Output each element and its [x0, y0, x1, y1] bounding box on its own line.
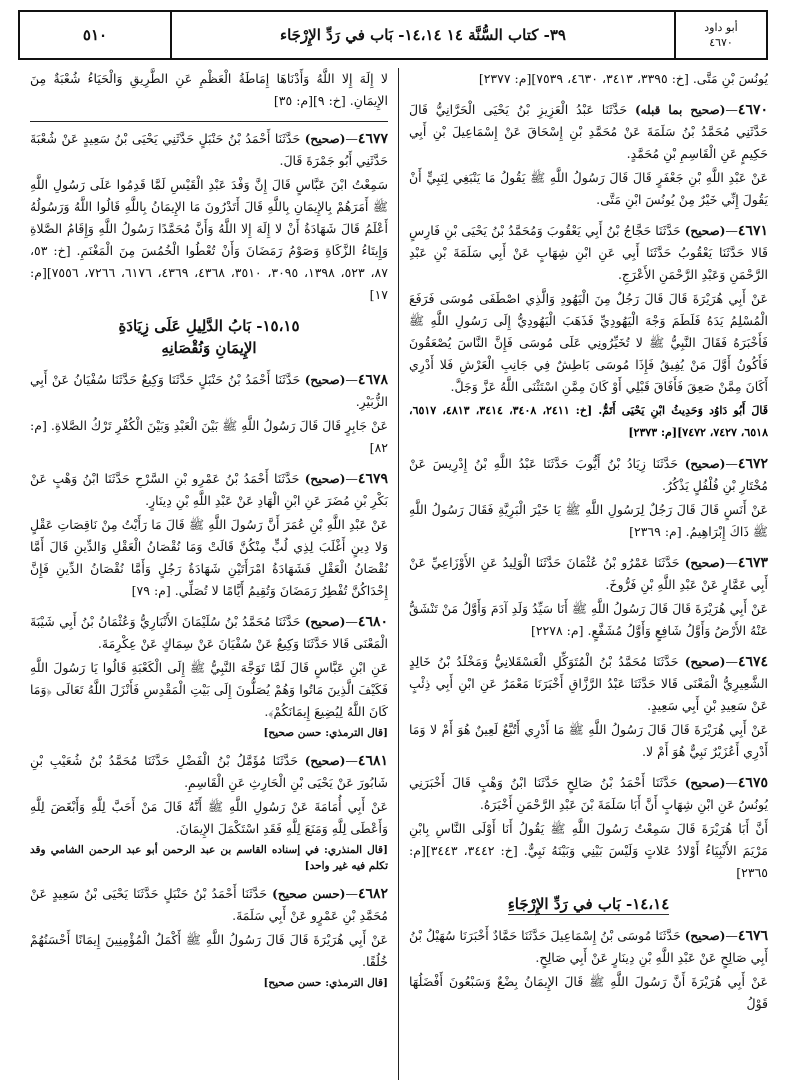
- hadith-isnad: حَدَّثَنَا مُحَمَّدُ بْنُ الْمُتَوَكِّلِ الْعَسْقَلانِيُّ وَمَخْلَدُ بْنُ خَالِدٍ الشَّعِيرِيُّ الْمَعْنَى قَالا حَدَّثَنَا عَبْدُ الرَّزَّاقِ أَخْبَرَنَا مَعْمَرٌ عَنِ ابْنِ أَبِي ذِئْبٍ عَنْ سَعِيدِ بْنِ أَبِي سَعِيدٍ.: [409, 654, 768, 713]
- hadith-isnad: حَدَّثَنَا عَمْرُو بْنُ عُثْمَانَ حَدَّثَنَا الْوَلِيدُ عَنِ الأَوْزَاعِيِّ عَنْ أَبِي عَمَّارٍ عَنْ عَبْدِ اللَّهِ بْنِ فَرُّوخَ.: [409, 555, 768, 592]
- hadith-grade: (صحيح): [684, 224, 726, 238]
- hadith-4670: ٤٦٧٠—(صحيح بما قبله) حَدَّثَنَا عَبْدُ الْعَزِيزِ بْنُ يَحْيَى الْحَرَّانِيُّ قَالَ حَدَّثَنِي مُحَمَّدُ بْنُ سَلَمَةَ عَنْ مُحَمَّدِ بْنِ إِسْحَاقَ عَنْ إِسْمَاعِيلَ بْنِ أَبِي حَكِيمٍ عَنِ الْقَاسِمِ بْنِ مُحَمَّدٍ. عَنْ عَبْدِ اللَّهِ بْنِ جَعْفَرٍ قَالَ قَالَ رَسُولُ اللَّهِ ﷺ يَقُولُ مَا يَنْبَغِي لِنَبِيٍّ أَنْ يَقُولَ إِنِّي خَيْرٌ مِنْ يُونُسَ ابْنِ مَتَّى.: [409, 99, 768, 211]
- hadith-matn: عَنْ عَبْدِ اللَّهِ بْنِ جَعْفَرٍ قَالَ قَالَ رَسُولُ اللَّهِ ﷺ يَقُولُ مَا يَنْبَغِي لِنَبِيٍّ أَنْ يَقُولَ إِنِّي خَيْرٌ مِنْ يُونُسَ ابْنِ مَتَّى.: [409, 170, 768, 207]
- hadith-4671: ٤٦٧١—(صحيح) حَدَّثَنَا حَجَّاجُ بْنُ أَبِي يَعْقُوبَ وَمُحَمَّدُ بْنُ يَحْيَى بْنِ فَارِسٍ قَالا حَدَّثَنَا يَعْقُوبُ حَدَّثَنَا أَبِي عَنِ ابْنِ شِهَابٍ عَنْ أَبِي سَلَمَةَ بْنِ عَبْدِ الرَّحْمَنِ وَعَبْدِ الرَّحْمَنِ الأَعْرَجِ. عَنْ أَبِي هُرَيْرَةَ قَالَ قَالَ رَجُلٌ مِنَ الْيَهُودِ وَالَّذِي اصْطَفَى مُوسَى فَرَفَعَ الْمُسْلِمُ يَدَهُ فَلَطَمَ وَجْهَ الْيَهُودِيِّ فَذَهَبَ الْيَهُودِيُّ إِلَى رَسُولِ اللَّهِ ﷺ فَأَخْبَرَهُ فَقَالَ النَّبِيُّ ﷺ لا تُخَيِّرُونِي عَلَى مُوسَى فَإِنَّ النَّاسَ يُصْعَقُونَ فَأَكُونُ أَوَّلَ مَنْ يُفِيقُ فَإِذَا مُوسَى بَاطِشٌ فِي جَانِبِ الْعَرْشِ فَلا أَدْرِي أَكَانَ مِمَّنْ صَعِقَ فَأَفَاقَ قَبْلِي أَوْ كَانَ مِمَّنِ اسْتَثْنَى اللَّهُ عَزَّ وَجَلَّ. قَالَ أَبُو دَاوُد وَحَدِيثُ ابْنِ يَحْيَى أَتَمُّ. [خ: ٢٤١١، ٣٤٠٨، ٣٤١٤، ٤٨١٣، ٦٥١٧، ٦٥١٨، ٧٤٢٧، ٧٤٧٢][م: ٢٣٧٣]: [409, 220, 768, 444]
- hadith-grade: (صحيح): [684, 655, 726, 669]
- hadith-number: ٤٦٨٠: [357, 614, 388, 630]
- hadith-number: ٤٦٧٣: [737, 555, 768, 571]
- hadith-text: لا إِلَهَ إِلا اللَّهُ وَأَدْنَاهَا إِمَاطَةُ الْعَظْمِ عَنِ الطَّرِيقِ وَالْحَيَاءُ شُعْبَةٌ مِنَ الإِيمَانِ. [خ: ٩][م: ٣٥]: [30, 71, 388, 108]
- hadith-grade: (حسن صحيح): [272, 887, 346, 901]
- hadith-grade: (صحيح): [684, 556, 726, 570]
- hadith-number: ٤٦٧٠: [737, 102, 768, 118]
- left-column: [30, 68, 399, 1080]
- hadith-4676: ٤٦٧٦—(صحيح) حَدَّثَنَا مُوسَى بْنُ إِسْمَاعِيلَ حَدَّثَنَا حَمَّادٌ أَخْبَرَنَا سُهَيْلُ بْنُ أَبِي صَالِحٍ عَنْ عَبْدِ اللَّهِ بْنِ دِينَارٍ عَنْ أَبِي صَالِحٍ. عَنْ أَبِي هُرَيْرَةَ أَنَّ رَسُولَ اللَّهِ ﷺ قَالَ الإِيمَانُ بِضْعٌ وَسَبْعُونَ أَفْضَلُهَا قَوْلُ: [409, 925, 768, 1015]
- hadith-number: ٤٦٧٦: [737, 928, 768, 944]
- hadith-grade: (صحيح): [684, 457, 726, 471]
- hadith-isnad: حَدَّثَنَا زِيَادُ بْنُ أَيُّوبَ حَدَّثَنَا عَبْدُ اللَّهِ بْنُ إِدْرِيسَ عَنْ مُخْتَارِ بْنِ فُلْفُلٍ يَذْكُرُ.: [409, 456, 768, 493]
- header-book-cell: [674, 12, 766, 58]
- hadith-number: ٤٦٨٢: [357, 886, 389, 902]
- tirmidhi-note: [قال الترمذي: حسن صحيح]: [263, 727, 388, 739]
- hadith-4679: ٤٦٧٩—(صحيح) حَدَّثَنَا أَحْمَدُ بْنُ عَمْرِو بْنِ السَّرْحِ حَدَّثَنَا ابْنُ وَهْبٍ عَنْ بَكْرِ بْنِ مُضَرَ عَنِ ابْنِ الْهَادِ عَنْ عَبْدِ اللَّهِ بْنِ دِينَارٍ. عَنْ عَبْدِ اللَّهِ بْنِ عُمَرَ أَنَّ رَسُولَ اللَّهِ ﷺ قَالَ مَا رَأَيْتُ مِنْ نَاقِصَاتِ عَقْلٍ وَلا دِينٍ أَغْلَبَ لِذِي لُبٍّ مِنْكُنَّ قَالَتْ وَمَا نُقْصَانُ الْعَقْلِ وَالدِّينِ قَالَ أَمَّا نُقْصَانُ الْعَقْلِ فَشَهَادَةُ امْرَأَتَيْنِ شَهَادَةُ رَجُلٍ وَأَمَّا نُقْصَانُ الدِّينِ فَإِنَّ إِحْدَاكُنَّ تُفْطِرُ رَمَضَانَ وَتُقِيمُ أَيَّامًا لا تُصَلِّي. [م: ٧٩]: [30, 468, 388, 602]
- hadith-number: ٤٦٧٩: [357, 471, 388, 487]
- hadith-4673: ٤٦٧٣—(صحيح) حَدَّثَنَا عَمْرُو بْنُ عُثْمَانَ حَدَّثَنَا الْوَلِيدُ عَنِ الأَوْزَاعِيِّ عَنْ أَبِي عَمَّارٍ عَنْ عَبْدِ اللَّهِ بْنِ فَرُّوخَ. عَنْ أَبِي هُرَيْرَةَ قَالَ قَالَ رَسُولُ اللَّهِ ﷺ أَنَا سَيِّدُ وَلَدِ آدَمَ وَأَوَّلُ مَنْ تَنْشَقُّ عَنْهُ الأَرْضُ وَأَوَّلُ شَافِعٍ وَأَوَّلُ مُشَفَّعٍ. [م: ٢٢٧٨]: [409, 552, 768, 642]
- hadith-matn: عَنْ جَابِرٍ قَالَ قَالَ رَسُولُ اللَّهِ ﷺ بَيْنَ الْعَبْدِ وَبَيْنَ الْكُفْرِ تَرْكُ الصَّلاةِ. [م: ٨٢]: [30, 418, 388, 455]
- hadith-4674: ٤٦٧٤—(صحيح) حَدَّثَنَا مُحَمَّدُ بْنُ الْمُتَوَكِّلِ الْعَسْقَلانِيُّ وَمَخْلَدُ بْنُ خَالِدٍ الشَّعِيرِيُّ الْمَعْنَى قَالا حَدَّثَنَا عَبْدُ الرَّزَّاقِ أَخْبَرَنَا مَعْمَرٌ عَنِ ابْنِ أَبِي ذِئْبٍ عَنْ سَعِيدِ بْنِ أَبِي سَعِيدٍ. عَنْ أَبِي هُرَيْرَةَ قَالَ قَالَ رَسُولُ اللَّهِ ﷺ مَا أَدْرِي أَتُبَّعٌ لَعِينٌ هُوَ أَمْ لا وَمَا أَدْرِي أَعُزَيْرٌ نَبِيٌّ هُوَ أَمْ لا.: [409, 651, 768, 763]
- hadith-grade: (صحيح): [304, 615, 346, 629]
- right-column: [399, 68, 768, 1080]
- hadith-4675: ٤٦٧٥—(صحيح) حَدَّثَنَا أَحْمَدُ بْنُ صَالِحٍ حَدَّثَنَا ابْنُ وَهْبٍ قَالَ أَخْبَرَنِي يُونُسُ عَنِ ابْنِ شِهَابٍ أَنَّ أَبَا سَلَمَةَ بْنَ عَبْدِ الرَّحْمَنِ أَخْبَرَهُ. أَنَّ أَبَا هُرَيْرَةَ قَالَ سَمِعْتُ رَسُولَ اللَّهِ ﷺ يَقُولُ أَنَا أَوْلَى النَّاسِ بِابْنِ مَرْيَمَ الأَنْبِيَاءُ أَوْلادُ عَلاتٍ وَلَيْسَ بَيْنِي وَبَيْنَهُ نَبِيٌّ. [خ: ٣٤٤٢، ٣٤٤٣][م: ٢٣٦٥]: [409, 772, 768, 884]
- tirmidhi-note: [قال الترمذي: حسن صحيح]: [263, 977, 388, 989]
- hadith-isnad: حَدَّثَنَا أَحْمَدُ بْنُ صَالِحٍ حَدَّثَنَا ابْنُ وَهْبٍ قَالَ أَخْبَرَنِي يُونُسُ عَنِ ابْنِ شِهَابٍ أَنَّ أَبَا سَلَمَةَ بْنَ عَبْدِ الرَّحْمَنِ أَخْبَرَهُ.: [409, 775, 768, 812]
- hadith-grade: (صحيح): [304, 373, 346, 387]
- header-book-name: أبو داود: [704, 21, 738, 34]
- chapter-title-line1: ١٥،١٥- بَابُ الدَّلِيلِ عَلَى زِيَادَةِ: [118, 317, 300, 335]
- header-title: ٣٩- كتاب السُّنَّة ١٤ ١٤،١٤- بَاب في رَدِّ الإِرْجَاء: [170, 12, 674, 58]
- hadith-number: ٤٦٧١: [737, 223, 768, 239]
- hadith-4678: ٤٦٧٨—(صحيح) حَدَّثَنَا أَحْمَدُ بْنُ حَنْبَلٍ حَدَّثَنَا وَكِيعٌ حَدَّثَنَا سُفْيَانُ عَنْ أَبِي الزُّبَيْرِ. عَنْ جَابِرٍ قَالَ قَالَ رَسُولُ اللَّهِ ﷺ بَيْنَ الْعَبْدِ وَبَيْنَ الْكُفْرِ تَرْكُ الصَّلاةِ. [م: ٨٢]: [30, 369, 388, 459]
- hadith-text: يُونُسَ بْنِ مَتَّى. [خ: ٣٣٩٥، ٣٤١٣، ٤٦٣٠، ٧٥٣٩][م: ٢٣٧٧]: [478, 71, 768, 86]
- hadith-isnad: حَدَّثَنَا مُؤَمَّلُ بْنُ الْفَضْلِ حَدَّثَنَا مُحَمَّدُ بْنُ شُعَيْبِ بْنِ شَابُورَ عَنْ يَحْيَى بْنِ الْحَارِثِ عَنِ الْقَاسِمِ.: [30, 753, 388, 790]
- hadith-grade: (صحيح): [304, 132, 346, 146]
- hadith-isnad: حَدَّثَنَا أَحْمَدُ بْنُ حَنْبَلٍ حَدَّثَنِي يَحْيَى بْنُ سَعِيدٍ عَنْ شُعْبَةَ حَدَّثَنِي أَبُو جَمْرَةَ قَالَ.: [30, 131, 388, 168]
- hadith-grade: (صحيح): [684, 929, 726, 943]
- chapter-title-line2: الإِيمَانِ وَنُقْصَانِهِ: [161, 339, 257, 357]
- hadith-matn: عَنْ أَبِي هُرَيْرَةَ قَالَ قَالَ رَسُولُ اللَّهِ ﷺ أَنَا سَيِّدُ وَلَدِ آدَمَ وَأَوَّلُ مَنْ تَنْشَقُّ عَنْهُ الأَرْضُ وَأَوَّلُ شَافِعٍ وَأَوَّلُ مُشَفَّعٍ. [م: ٢٢٧٨]: [409, 601, 768, 638]
- hadith-matn: سَمِعْتُ ابْنَ عَبَّاسٍ قَالَ إِنَّ وَفْدَ عَبْدِ الْقَيْسِ لَمَّا قَدِمُوا عَلَى رَسُولِ اللَّهِ ﷺ أَمَرَهُمْ بِالإِيمَانِ بِاللَّهِ قَالَ أَتَدْرُونَ مَا الإِيمَانُ بِاللَّهِ قَالُوا اللَّهُ وَرَسُولُهُ أَعْلَمُ قَالَ شَهَادَةُ أَنْ لا إِلَهَ إِلا اللَّهُ وَأَنَّ مُحَمَّدًا رَسُولُ اللَّهِ وَإِقَامُ الصَّلاةِ وَإِيتَاءُ الزَّكَاةِ وَصَوْمُ رَمَضَانَ وَأَنْ تُعْطُوا الْخُمُسَ مِنَ الْمَغْنَمِ. [خ: ٥٣، ٨٧، ٥٢٣، ١٣٩٨، ٣٠٩٥، ٣٥١٠، ٤٣٦٨، ٤٣٦٩، ٦١٧٦، ٧٢٦٦، ٧٥٥٦][م: ١٧]: [30, 177, 388, 302]
- hadith-number: ٤٦٧٢: [737, 456, 768, 472]
- hadith-number: ٤٦٧٤: [737, 654, 768, 670]
- hadith-4682: ٤٦٨٢—(حسن صحيح) حَدَّثَنَا أَحْمَدُ بْنُ حَنْبَلٍ حَدَّثَنَا يَحْيَى بْنُ سَعِيدٍ عَنْ مُحَمَّدِ بْنِ عَمْرٍو عَنْ أَبِي سَلَمَةَ. عَنْ أَبِي هُرَيْرَةَ قَالَ قَالَ رَسُولُ اللَّهِ ﷺ أَكْمَلُ الْمُؤْمِنِينَ إِيمَانًا أَحْسَنُهُمْ خُلُقًا. [قال الترمذي: حسن صحيح]: [30, 886, 389, 989]
- divider: [30, 121, 388, 122]
- hadith-matn: عَنِ ابْنِ عَبَّاسٍ قَالَ لَمَّا تَوَجَّهَ النَّبِيُّ ﷺ إِلَى الْكَعْبَةِ قَالُوا يَا رَسُولَ اللَّهِ فَكَيْفَ الَّذِينَ مَاتُوا وَهُمْ يُصَلُّونَ إِلَى بَيْتِ الْمَقْدِسِ فَأَنْزَلَ اللَّهُ تَعَالَى ﴿وَمَا كَانَ اللَّهُ لِيُضِيعَ إِيمَانَكُمْ﴾.: [30, 660, 388, 719]
- hadith-grade: (صحيح): [304, 754, 346, 768]
- header-hadith-range: ٤٦٧٠: [709, 36, 733, 49]
- hadith-number: ٤٦٧٧: [357, 131, 388, 147]
- page-header: [18, 10, 768, 60]
- text-columns: [18, 68, 768, 1080]
- hadith-4680: ٤٦٨٠—(صحيح) حَدَّثَنَا مُحَمَّدُ بْنُ سُلَيْمَانَ الأَنْبَارِيُّ وَعُثْمَانُ بْنُ أَبِي شَيْبَةَ الْمَعْنَى قَالا حَدَّثَنَا وَكِيعٌ عَنْ سُفْيَانَ عَنْ سِمَاكٍ عَنْ عِكْرِمَةَ. عَنِ ابْنِ عَبَّاسٍ قَالَ لَمَّا تَوَجَّهَ النَّبِيُّ ﷺ إِلَى الْكَعْبَةِ قَالُوا يَا رَسُولَ اللَّهِ فَكَيْفَ الَّذِينَ مَاتُوا وَهُمْ يُصَلُّونَ إِلَى بَيْتِ الْمَقْدِسِ فَأَنْزَلَ اللَّهُ تَعَالَى ﴿وَمَا كَانَ اللَّهُ لِيُضِيعَ إِيمَانَكُمْ﴾. [قال الترمذي: حسن صحيح]: [30, 614, 388, 739]
- chapter-title: ١٤،١٤- بَاب في رَدِّ الإِرْجَاءِ: [507, 895, 670, 913]
- hadith-number: ٤٦٨١: [357, 753, 388, 769]
- hadith-isnad: حَدَّثَنَا أَحْمَدُ بْنُ حَنْبَلٍ حَدَّثَنَا يَحْيَى بْنُ سَعِيدٍ عَنْ مُحَمَّدِ بْنِ عَمْرٍو عَنْ أَبِي سَلَمَةَ.: [30, 886, 388, 923]
- hadith-isnad: حَدَّثَنَا عَبْدُ الْعَزِيزِ بْنُ يَحْيَى الْحَرَّانِيُّ قَالَ حَدَّثَنِي مُحَمَّدُ بْنُ سَلَمَةَ عَنْ مُحَمَّدِ بْنِ إِسْحَاقَ عَنْ إِسْمَاعِيلَ بْنِ أَبِي حَكِيمٍ عَنِ الْقَاسِمِ بْنِ مُحَمَّدٍ.: [409, 102, 768, 161]
- hadith-grade: (صحيح): [684, 776, 726, 790]
- hadith-isnad: حَدَّثَنَا أَحْمَدُ بْنُ حَنْبَلٍ حَدَّثَنَا وَكِيعٌ حَدَّثَنَا سُفْيَانُ عَنْ أَبِي الزُّبَيْرِ.: [30, 372, 388, 409]
- hadith-matn: عَنْ أَبِي أُمَامَةَ عَنْ رَسُولِ اللَّهِ ﷺ أَنَّهُ قَالَ مَنْ أَحَبَّ لِلَّهِ وَأَبْغَضَ لِلَّهِ وَأَعْطَى لِلَّهِ وَمَنَعَ لِلَّهِ فَقَدِ اسْتَكْمَلَ الإِيمَانَ.: [30, 799, 388, 836]
- hadith-continuation: [30, 68, 388, 112]
- hadith-grade: (صحيح بما قبله): [634, 103, 726, 117]
- chapter-heading: [30, 315, 388, 359]
- hadith-matn: أَنَّ أَبَا هُرَيْرَةَ قَالَ سَمِعْتُ رَسُولَ اللَّهِ ﷺ يَقُولُ أَنَا أَوْلَى النَّاسِ بِابْنِ مَرْيَمَ الأَنْبِيَاءُ أَوْلادُ عَلاتٍ وَلَيْسَ بَيْنِي وَبَيْنَهُ نَبِيٌّ. [خ: ٣٤٤٢، ٣٤٤٣][م: ٢٣٦٥]: [409, 821, 768, 880]
- page-number: ٥١٠: [82, 26, 108, 44]
- hadith-isnad: حَدَّثَنَا مُحَمَّدُ بْنُ سُلَيْمَانَ الأَنْبَارِيُّ وَعُثْمَانُ بْنُ أَبِي شَيْبَةَ الْمَعْنَى قَالا حَدَّثَنَا وَكِيعٌ عَنْ سُفْيَانَ عَنْ سِمَاكٍ عَنْ عِكْرِمَةَ.: [30, 614, 388, 651]
- hadith-4672: ٤٦٧٢—(صحيح) حَدَّثَنَا زِيَادُ بْنُ أَيُّوبَ حَدَّثَنَا عَبْدُ اللَّهِ بْنُ إِدْرِيسَ عَنْ مُخْتَارِ بْنِ فُلْفُلٍ يَذْكُرُ. عَنْ أَنَسٍ قَالَ قَالَ رَجُلٌ لِرَسُولِ اللَّهِ ﷺ يَا خَيْرَ الْبَرِيَّةِ فَقَالَ رَسُولُ اللَّهِ ﷺ ذَاكَ إِبْرَاهِيمُ. [م: ٢٣٦٩]: [409, 453, 768, 543]
- hadith-4681: ٤٦٨١—(صحيح) حَدَّثَنَا مُؤَمَّلُ بْنُ الْفَضْلِ حَدَّثَنَا مُحَمَّدُ بْنُ شُعَيْبِ بْنِ شَابُورَ عَنْ يَحْيَى بْنِ الْحَارِثِ عَنِ الْقَاسِمِ. عَنْ أَبِي أُمَامَةَ عَنْ رَسُولِ اللَّهِ ﷺ أَنَّهُ قَالَ مَنْ أَحَبَّ لِلَّهِ وَأَبْغَضَ لِلَّهِ وَأَعْطَى لِلَّهِ وَمَنَعَ لِلَّهِ فَقَدِ اسْتَكْمَلَ الإِيمَانَ. [قال المنذري: في إسناده القاسم بن عبد الرحمن أبو عبد الرحمن الشامي وقد تكلم فيه غير واحد]: [30, 753, 388, 872]
- mundhiri-note: [قال المنذري: في إسناده القاسم بن عبد الرحمن أبو عبد الرحمن الشامي وقد تكلم فيه غير واحد]: [30, 844, 388, 872]
- hadith-number: ٤٦٧٥: [737, 775, 768, 791]
- hadith-number: ٤٦٧٨: [357, 372, 388, 388]
- hadith-4677: ٤٦٧٧—(صحيح) حَدَّثَنَا أَحْمَدُ بْنُ حَنْبَلٍ حَدَّثَنِي يَحْيَى بْنُ سَعِيدٍ عَنْ شُعْبَةَ حَدَّثَنِي أَبُو جَمْرَةَ قَالَ. سَمِعْتُ ابْنَ عَبَّاسٍ قَالَ إِنَّ وَفْدَ عَبْدِ الْقَيْسِ لَمَّا قَدِمُوا عَلَى رَسُولِ اللَّهِ ﷺ أَمَرَهُمْ بِالإِيمَانِ بِاللَّهِ قَالَ أَتَدْرُونَ مَا الإِيمَانُ بِاللَّهِ قَالُوا اللَّهُ وَرَسُولُهُ أَعْلَمُ قَالَ شَهَادَةُ أَنْ لا إِلَهَ إِلا اللَّهُ وَأَنَّ مُحَمَّدًا رَسُولُ اللَّهِ وَإِقَامُ الصَّلاةِ وَإِيتَاءُ الزَّكَاةِ وَصَوْمُ رَمَضَانَ وَأَنْ تُعْطُوا الْخُمُسَ مِنَ الْمَغْنَمِ. [خ: ٥٣، ٨٧، ٥٢٣، ١٣٩٨، ٣٠٩٥، ٣٥١٠، ٤٣٦٨، ٤٣٦٩، ٦١٧٦، ٧٢٦٦، ٧٥٥٦][م: ١٧]: [30, 128, 388, 306]
- hadith-matn: عَنْ أَبِي هُرَيْرَةَ قَالَ قَالَ رَسُولُ اللَّهِ ﷺ مَا أَدْرِي أَتُبَّعٌ لَعِينٌ هُوَ أَمْ لا وَمَا أَدْرِي أَعُزَيْرٌ نَبِيٌّ هُوَ أَمْ لا.: [409, 722, 768, 759]
- hadith-grade: (صحيح): [304, 472, 346, 486]
- hadith-isnad: حَدَّثَنَا أَحْمَدُ بْنُ عَمْرِو بْنِ السَّرْحِ حَدَّثَنَا ابْنُ وَهْبٍ عَنْ بَكْرِ بْنِ مُضَرَ عَنِ ابْنِ الْهَادِ عَنْ عَبْدِ اللَّهِ بْنِ دِينَارٍ.: [30, 471, 388, 508]
- hadith-matn: عَنْ أَبِي هُرَيْرَةَ قَالَ قَالَ رَجُلٌ مِنَ الْيَهُودِ وَالَّذِي اصْطَفَى مُوسَى فَرَفَعَ الْمُسْلِمُ يَدَهُ فَلَطَمَ وَجْهَ الْيَهُودِيِّ فَذَهَبَ الْيَهُودِيُّ إِلَى رَسُولِ اللَّهِ ﷺ فَأَخْبَرَهُ فَقَالَ النَّبِيُّ ﷺ لا تُخَيِّرُونِي عَلَى مُوسَى فَإِنَّ النَّاسَ يُصْعَقُونَ فَأَكُونُ أَوَّلَ مَنْ يُفِيقُ فَإِذَا مُوسَى بَاطِشٌ فِي جَانِبِ الْعَرْشِ فَلا أَدْرِي أَكَانَ مِمَّنْ صَعِقَ فَأَفَاقَ قَبْلِي أَوْ كَانَ مِمَّنِ اسْتَثْنَى اللَّهُ عَزَّ وَجَلَّ.: [409, 291, 768, 394]
- hadith-matn: عَنْ أَنَسٍ قَالَ قَالَ رَجُلٌ لِرَسُولِ اللَّهِ ﷺ يَا خَيْرَ الْبَرِيَّةِ فَقَالَ رَسُولُ اللَّهِ ﷺ ذَاكَ إِبْرَاهِيمُ. [م: ٢٣٦٩]: [409, 502, 768, 539]
- hadith-matn: عَنْ أَبِي هُرَيْرَةَ أَنَّ رَسُولَ اللَّهِ ﷺ قَالَ الإِيمَانُ بِضْعٌ وَسَبْعُونَ أَفْضَلُهَا قَوْلُ: [409, 974, 768, 1011]
- hadith-continuation: [409, 68, 768, 90]
- chapter-heading: [409, 893, 768, 915]
- hadith-isnad: حَدَّثَنَا حَجَّاجُ بْنُ أَبِي يَعْقُوبَ وَمُحَمَّدُ بْنُ يَحْيَى بْنِ فَارِسٍ قَالا حَدَّثَنَا يَعْقُوبُ حَدَّثَنَا أَبِي عَنِ ابْنِ شِهَابٍ عَنْ أَبِي سَلَمَةَ بْنِ عَبْدِ الرَّحْمَنِ وَعَبْدِ الرَّحْمَنِ الأَعْرَجِ.: [409, 223, 768, 282]
- hadith-matn: عَنْ عَبْدِ اللَّهِ بْنِ عُمَرَ أَنَّ رَسُولَ اللَّهِ ﷺ قَالَ مَا رَأَيْتُ مِنْ نَاقِصَاتِ عَقْلٍ وَلا دِينٍ أَغْلَبَ لِذِي لُبٍّ مِنْكُنَّ قَالَتْ وَمَا نُقْصَانُ الْعَقْلِ وَالدِّينِ قَالَ أَمَّا نُقْصَانُ الْعَقْلِ فَشَهَادَةُ امْرَأَتَيْنِ شَهَادَةُ رَجُلٍ وَأَمَّا نُقْصَانُ الدِّينِ فَإِنَّ إِحْدَاكُنَّ تُفْطِرُ رَمَضَانَ وَتُقِيمُ أَيَّامًا لا تُصَلِّي. [م: ٧٩]: [30, 517, 388, 598]
- hadith-isnad: حَدَّثَنَا مُوسَى بْنُ إِسْمَاعِيلَ حَدَّثَنَا حَمَّادٌ أَخْبَرَنَا سُهَيْلُ بْنُ أَبِي صَالِحٍ عَنْ عَبْدِ اللَّهِ بْنِ دِينَارٍ عَنْ أَبِي صَالِحٍ.: [409, 928, 768, 965]
- abu-dawud-comment: قَالَ أَبُو دَاوُد وَحَدِيثُ ابْنِ يَحْيَى أَتَمُّ. [خ: ٢٤١١، ٣٤٠٨، ٣٤١٤، ٤٨١٣، ٦٥١٧، ٦٥١٨، ٧٤٢٧، ٧٤٧٢][م: ٢٣٧٣]: [409, 404, 768, 439]
- hadith-matn: عَنْ أَبِي هُرَيْرَةَ قَالَ قَالَ رَسُولُ اللَّهِ ﷺ أَكْمَلُ الْمُؤْمِنِينَ إِيمَانًا أَحْسَنُهُمْ خُلُقًا.: [30, 932, 388, 969]
